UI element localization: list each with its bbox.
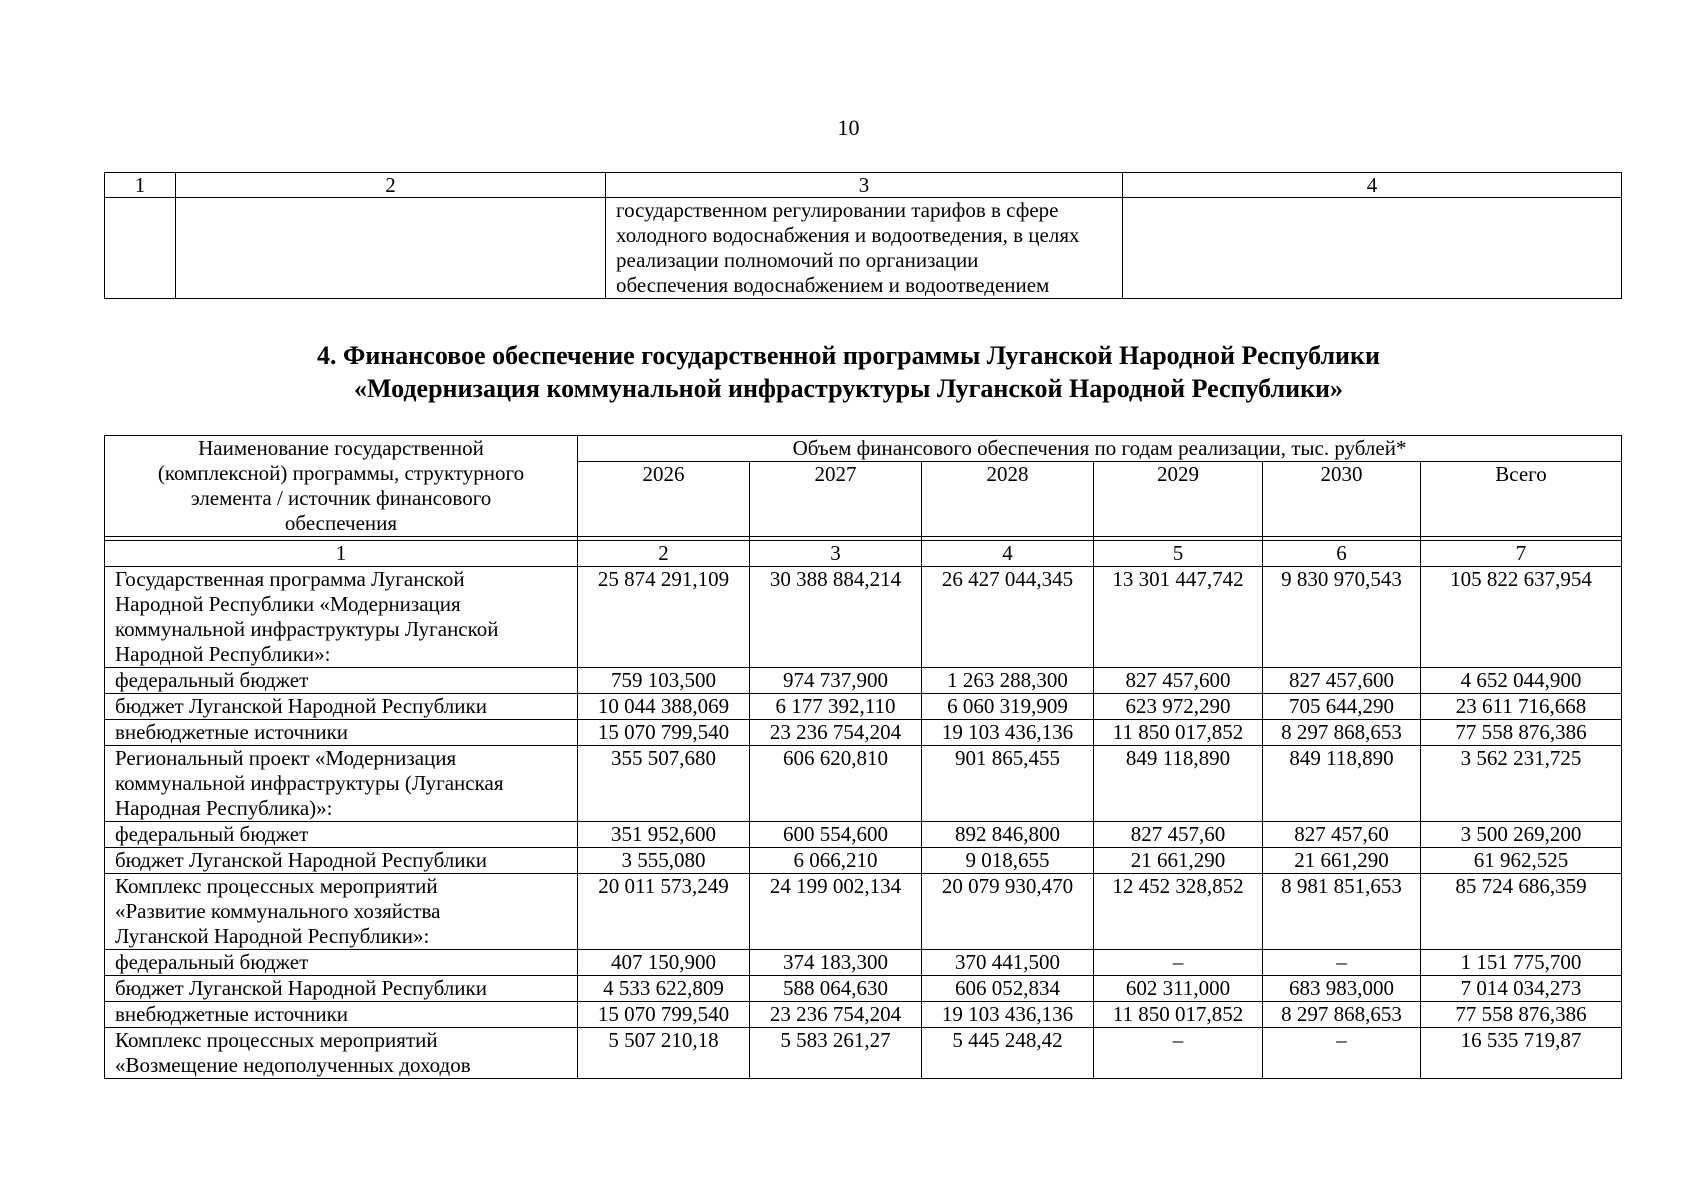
name-column-header — [105, 436, 578, 537]
column-number: 6 — [1263, 541, 1421, 567]
value-cell: 23 236 754,204 — [750, 1002, 922, 1028]
continuation-cell-4 — [1123, 198, 1622, 299]
continuation-table — [104, 172, 1622, 299]
value-cell: 892 846,800 — [922, 822, 1094, 848]
value-cell: – — [1094, 950, 1263, 976]
value-cell: 13 301 447,742 — [1094, 567, 1263, 668]
value-cell: 849 118,890 — [1094, 746, 1263, 822]
value-cell: 105 822 637,954 — [1421, 567, 1622, 668]
value-cell: – — [1263, 950, 1421, 976]
table-row — [105, 874, 1622, 950]
row-name-cell — [105, 567, 578, 668]
value-cell: 9 830 970,543 — [1263, 567, 1421, 668]
value-cell: 3 555,080 — [578, 848, 750, 874]
value-cell: 16 535 719,87 — [1421, 1028, 1622, 1079]
row-name-cell — [105, 874, 578, 950]
value-cell: 21 661,290 — [1094, 848, 1263, 874]
value-cell: 11 850 017,852 — [1094, 1002, 1263, 1028]
continuation-col-4-header: 4 — [1123, 173, 1622, 198]
row-name-line: федеральный бюджет — [115, 668, 309, 692]
value-cell: 351 952,600 — [578, 822, 750, 848]
value-cell: 8 981 851,653 — [1263, 874, 1421, 950]
continuation-col-2-header: 2 — [176, 173, 606, 198]
value-cell: 1 151 775,700 — [1421, 950, 1622, 976]
table-row — [105, 1002, 1622, 1028]
row-name-cell — [105, 1002, 578, 1028]
value-cell: 23 611 716,668 — [1421, 694, 1622, 720]
column-number: 4 — [922, 541, 1094, 567]
value-cell: 25 874 291,109 — [578, 567, 750, 668]
value-cell: 974 737,900 — [750, 668, 922, 694]
value-cell: – — [1263, 1028, 1421, 1079]
value-cell: 19 103 436,136 — [922, 1002, 1094, 1028]
value-cell: 20 011 573,249 — [578, 874, 750, 950]
continuation-col-3-header: 3 — [606, 173, 1123, 198]
value-cell: 12 452 328,852 — [1094, 874, 1263, 950]
continuation-text-line: реализации полномочий по организации — [616, 248, 979, 272]
table-row — [105, 567, 1622, 668]
row-name-line: Региональный проект «Модернизация — [115, 746, 457, 770]
row-name-line: Комплекс процессных мероприятий — [115, 874, 438, 898]
row-name-line: Народной Республики «Модернизация — [115, 592, 461, 616]
table-row — [105, 746, 1622, 822]
column-number: 3 — [750, 541, 922, 567]
row-name-cell — [105, 746, 578, 822]
table-row — [105, 848, 1622, 874]
value-cell: 4 533 622,809 — [578, 976, 750, 1002]
row-name-cell — [105, 848, 578, 874]
value-cell: 23 236 754,204 — [750, 720, 922, 746]
continuation-text-line: холодного водоснабжения и водоотведения, в целях — [616, 223, 1080, 247]
value-cell: 6 066,210 — [750, 848, 922, 874]
financing-table — [104, 435, 1622, 1079]
value-cell: 588 064,630 — [750, 976, 922, 1002]
volume-header: Объем финансового обеспечения по годам реализации, тыс. рублей* — [578, 436, 1622, 462]
name-header-line: Наименование государственной — [198, 436, 484, 460]
row-name-cell — [105, 694, 578, 720]
continuation-cell-2 — [176, 198, 606, 299]
value-cell: 827 457,60 — [1263, 822, 1421, 848]
value-cell: 19 103 436,136 — [922, 720, 1094, 746]
value-cell: 370 441,500 — [922, 950, 1094, 976]
continuation-table-header-row — [105, 173, 1622, 198]
value-cell: 15 070 799,540 — [578, 1002, 750, 1028]
column-number: 5 — [1094, 541, 1263, 567]
value-cell: 77 558 876,386 — [1421, 720, 1622, 746]
name-header-line: обеспечения — [284, 511, 398, 535]
value-cell: 24 199 002,134 — [750, 874, 922, 950]
value-cell: 901 865,455 — [922, 746, 1094, 822]
table-row — [105, 720, 1622, 746]
value-cell: 606 620,810 — [750, 746, 922, 822]
value-cell: – — [1094, 1028, 1263, 1079]
value-cell: 705 644,290 — [1263, 694, 1421, 720]
row-name-line: коммунальной инфраструктуры Луганской — [115, 617, 499, 641]
table-row — [105, 694, 1622, 720]
table-row — [105, 668, 1622, 694]
value-cell: 407 150,900 — [578, 950, 750, 976]
value-cell: 759 103,500 — [578, 668, 750, 694]
continuation-text-line: государственном регулировании тарифов в сфере — [616, 198, 1059, 222]
value-cell: 7 014 034,273 — [1421, 976, 1622, 1002]
row-name-line: федеральный бюджет — [115, 950, 309, 974]
table-row — [105, 822, 1622, 848]
value-cell: 827 457,600 — [1263, 668, 1421, 694]
section-title — [0, 339, 1697, 405]
value-cell: 30 388 884,214 — [750, 567, 922, 668]
value-cell: 849 118,890 — [1263, 746, 1421, 822]
name-header-line: элемента / источник финансового — [190, 486, 492, 510]
year-header-2026: 2026 — [578, 462, 750, 537]
row-name-line: Комплекс процессных мероприятий — [115, 1028, 438, 1052]
value-cell: 10 044 388,069 — [578, 694, 750, 720]
row-name-cell — [105, 822, 578, 848]
value-cell: 355 507,680 — [578, 746, 750, 822]
value-cell: 8 297 868,653 — [1263, 720, 1421, 746]
value-cell: 4 652 044,900 — [1421, 668, 1622, 694]
value-cell: 827 457,60 — [1094, 822, 1263, 848]
value-cell: 77 558 876,386 — [1421, 1002, 1622, 1028]
value-cell: 827 457,600 — [1094, 668, 1263, 694]
value-cell: 21 661,290 — [1263, 848, 1421, 874]
value-cell: 6 177 392,110 — [750, 694, 922, 720]
name-header-line: (комплексной) программы, структурного — [157, 461, 525, 485]
row-name-line: бюджет Луганской Народной Республики — [115, 848, 487, 872]
continuation-col-1-header: 1 — [105, 173, 176, 198]
value-cell: 5 583 261,27 — [750, 1028, 922, 1079]
value-cell: 61 962,525 — [1421, 848, 1622, 874]
table-row — [105, 1028, 1622, 1079]
year-header-2027: 2027 — [750, 462, 922, 537]
value-cell: 374 183,300 — [750, 950, 922, 976]
continuation-cell-3 — [606, 198, 1123, 299]
row-name-line: бюджет Луганской Народной Республики — [115, 694, 487, 718]
section-title-line-2: «Модернизация коммунальной инфраструктуры Луганской Народной Республики» — [353, 374, 1344, 403]
value-cell: 606 052,834 — [922, 976, 1094, 1002]
row-name-cell — [105, 950, 578, 976]
section-title-line-1: 4. Финансовое обеспечение государственной программы Луганской Народной Республики — [317, 341, 1380, 370]
row-name-cell — [105, 668, 578, 694]
value-cell: 5 507 210,18 — [578, 1028, 750, 1079]
row-name-line: «Возмещение недополученных доходов — [115, 1053, 471, 1077]
value-cell: 26 427 044,345 — [922, 567, 1094, 668]
table-row — [105, 950, 1622, 976]
continuation-cell-1 — [105, 198, 176, 299]
financing-header-row — [105, 436, 1622, 462]
value-cell: 600 554,600 — [750, 822, 922, 848]
value-cell: 623 972,290 — [1094, 694, 1263, 720]
column-number: 7 — [1421, 541, 1622, 567]
row-name-line: коммунальной инфраструктуры (Луганская — [115, 771, 504, 795]
continuation-table-row — [105, 198, 1622, 299]
row-name-line: Народная Республика)»: — [115, 796, 333, 820]
value-cell: 3 500 269,200 — [1421, 822, 1622, 848]
row-name-cell — [105, 720, 578, 746]
page-number: 10 — [837, 115, 860, 140]
value-cell: 85 724 686,359 — [1421, 874, 1622, 950]
table-row — [105, 976, 1622, 1002]
row-name-line: внебюджетные источники — [115, 1002, 349, 1026]
row-name-line: «Развитие коммунального хозяйства — [115, 899, 441, 923]
value-cell: 9 018,655 — [922, 848, 1094, 874]
value-cell: 1 263 288,300 — [922, 668, 1094, 694]
value-cell: 11 850 017,852 — [1094, 720, 1263, 746]
year-header-total: Всего — [1421, 462, 1622, 537]
row-name-cell — [105, 1028, 578, 1079]
value-cell: 6 060 319,909 — [922, 694, 1094, 720]
year-header-2028: 2028 — [922, 462, 1094, 537]
year-header-2029: 2029 — [1094, 462, 1263, 537]
row-name-line: Луганской Народной Республики»: — [115, 924, 430, 948]
value-cell: 3 562 231,725 — [1421, 746, 1622, 822]
column-number: 2 — [578, 541, 750, 567]
value-cell: 683 983,000 — [1263, 976, 1421, 1002]
column-numbers-row — [105, 541, 1622, 567]
value-cell: 15 070 799,540 — [578, 720, 750, 746]
continuation-text-line: обеспечения водоснабжением и водоотведением — [616, 273, 1050, 297]
row-name-line: бюджет Луганской Народной Республики — [115, 976, 487, 1000]
value-cell: 8 297 868,653 — [1263, 1002, 1421, 1028]
column-number: 1 — [105, 541, 578, 567]
value-cell: 602 311,000 — [1094, 976, 1263, 1002]
value-cell: 5 445 248,42 — [922, 1028, 1094, 1079]
row-name-cell — [105, 976, 578, 1002]
year-header-2030: 2030 — [1263, 462, 1421, 537]
row-name-line: федеральный бюджет — [115, 822, 309, 846]
value-cell: 20 079 930,470 — [922, 874, 1094, 950]
row-name-line: внебюджетные источники — [115, 720, 349, 744]
row-name-line: Народной Республики»: — [115, 642, 331, 666]
row-name-line: Государственная программа Луганской — [115, 567, 465, 591]
